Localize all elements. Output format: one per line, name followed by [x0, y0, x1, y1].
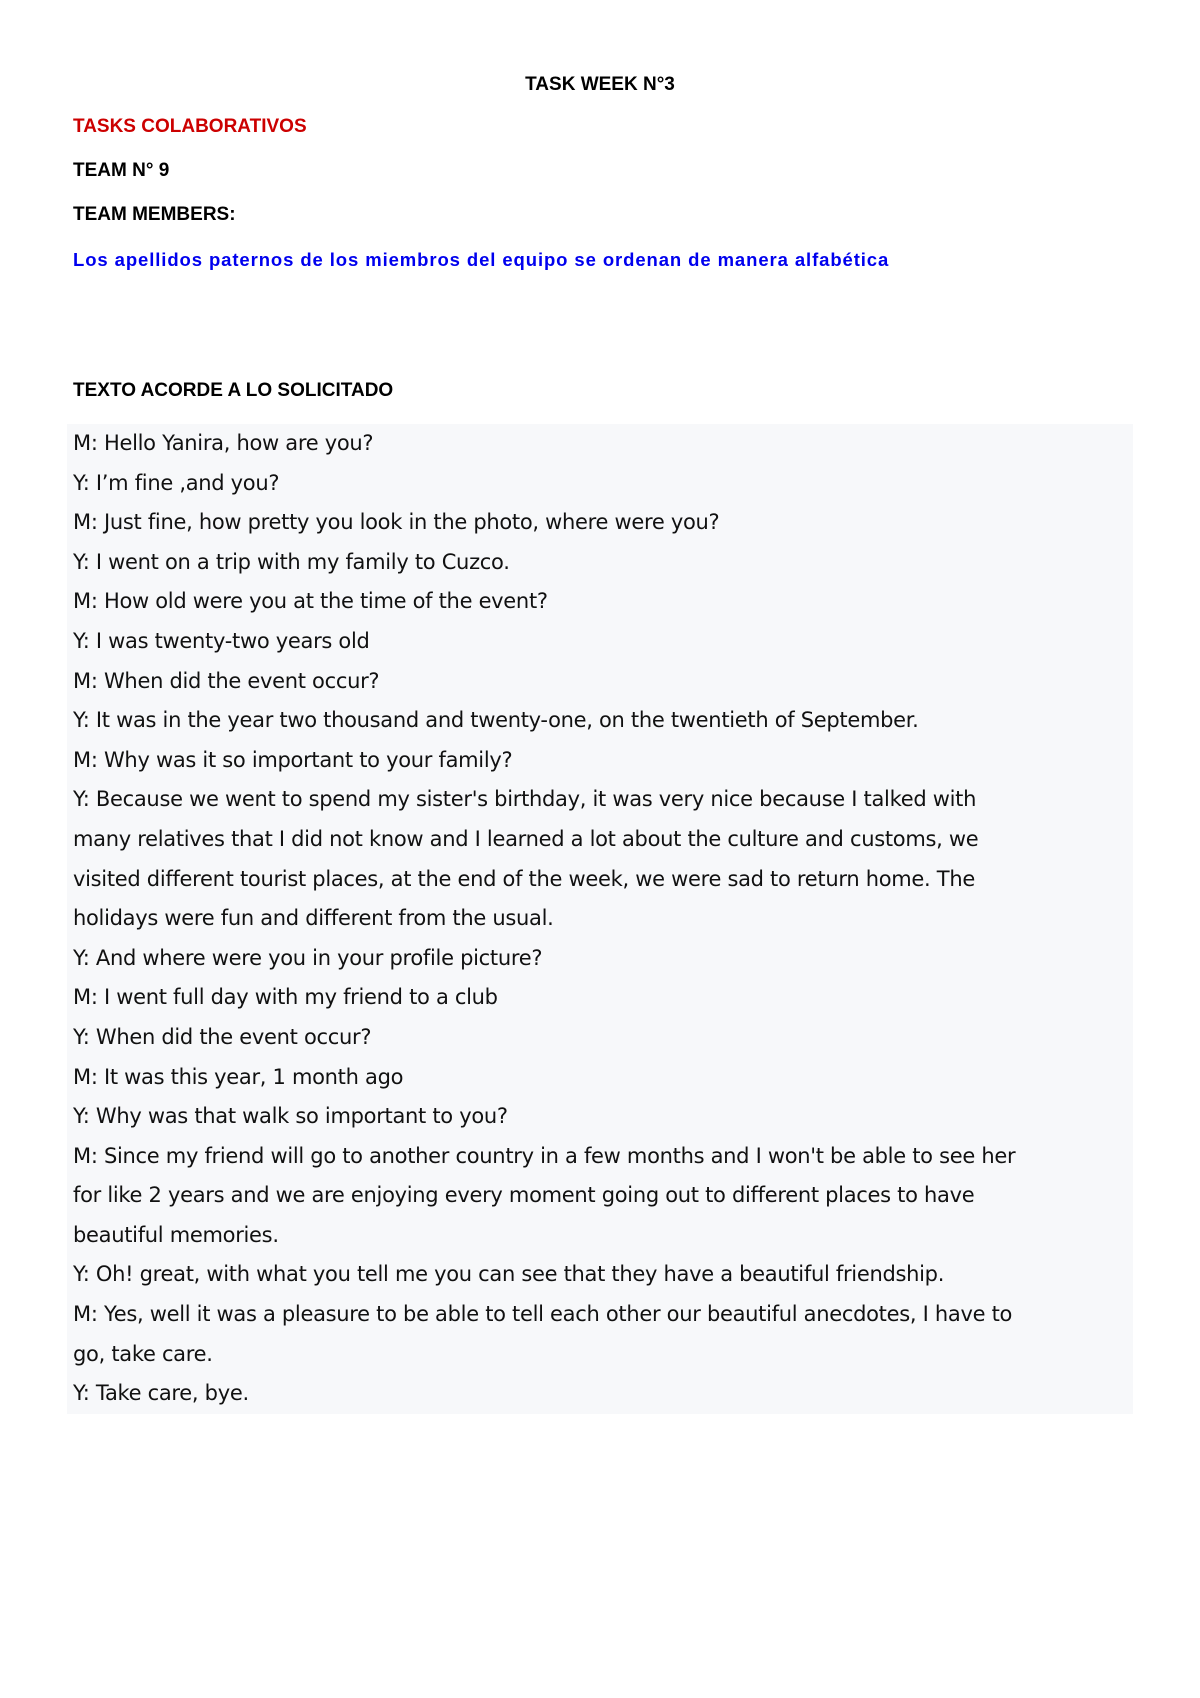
document-title: TASK WEEK N°3	[525, 74, 675, 95]
dialogue-line: Y: Why was that walk so important to you?	[73, 1104, 508, 1129]
dialogue-line: M: Why was it so important to your family?	[73, 747, 513, 772]
dialogue-text	[73, 424, 1133, 1414]
dialogue-line: visited different tourist places, at the end of the week, we were sad to return home. The	[73, 866, 975, 891]
dialogue-line: Y: Oh! great, with what you tell me you can see that they have a beautiful friendship.	[73, 1262, 945, 1287]
dialogue-line: M: Yes, well it was a pleasure to be able to tell each other our beautiful anecdotes, I have to	[73, 1302, 1013, 1327]
dialogue-line: holidays were fun and different from the usual.	[73, 906, 554, 931]
dialogue-line: beautiful memories.	[73, 1222, 279, 1247]
dialogue-line: Y: And where were you in your profile picture?	[73, 945, 543, 970]
dialogue-line: Y: Because we went to spend my sister's birthday, it was very nice because I talked with	[73, 787, 977, 812]
dialogue-line: M: Hello Yanira, how are you?	[73, 431, 374, 455]
dialogue-line: Y: When did the event occur?	[73, 1024, 372, 1049]
dialogue-line: Y: I went on a trip with my family to Cuzco.	[73, 549, 510, 574]
team-number: TEAM N° 9	[73, 160, 170, 181]
dialogue-line: M: Just fine, how pretty you look in the photo, where were you?	[73, 510, 720, 535]
dialogue-line: Y: I’m fine ,and you?	[73, 470, 280, 495]
dialogue-line: many relatives that I did not know and I learned a lot about the culture and customs, we	[73, 826, 979, 851]
dialogue-line: for like 2 years and we are enjoying every moment going out to different places to have	[73, 1183, 975, 1208]
document-subtitle: TASKS COLABORATIVOS	[73, 116, 307, 137]
dialogue-line: M: Since my friend will go to another country in a few months and I won't be able to see her	[73, 1143, 1016, 1168]
dialogue-line: M: I went full day with my friend to a club	[73, 985, 498, 1010]
team-members-note: Los apellidos paternos de los miembros del equipo se ordenan de manera alfabética	[73, 249, 890, 270]
dialogue-line: Y: I was twenty-two years old	[73, 628, 370, 653]
dialogue-line: go, take care.	[73, 1341, 213, 1366]
dialogue-line: Y: It was in the year two thousand and twenty-one, on the twentieth of September.	[73, 708, 919, 733]
dialogue-line: Y: Take care, bye.	[73, 1381, 249, 1406]
dialogue-line: M: It was this year, 1 month ago	[73, 1064, 404, 1089]
dialogue-line: M: How old were you at the time of the event?	[73, 589, 548, 614]
section-heading: TEXTO ACORDE A LO SOLICITADO	[73, 380, 394, 401]
team-members-label: TEAM MEMBERS:	[73, 204, 236, 225]
dialogue-line: M: When did the event occur?	[73, 668, 380, 693]
